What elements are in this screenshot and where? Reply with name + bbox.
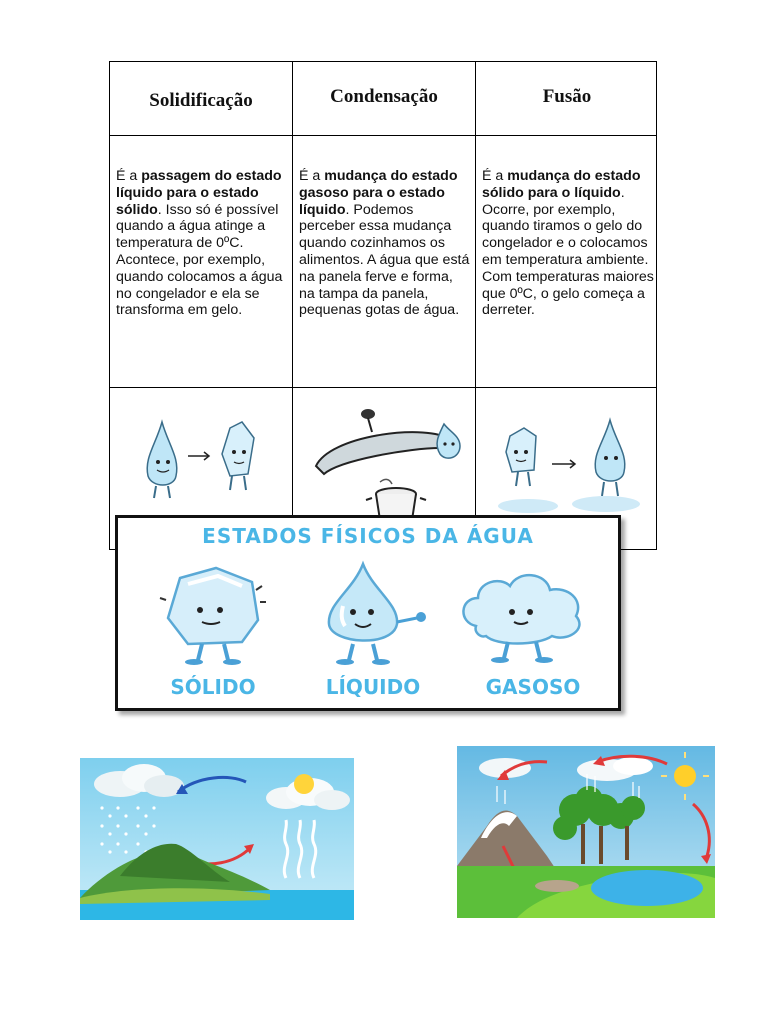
- definition-fusao: mudança do estado sólido para o líquido: [482, 168, 641, 201]
- description-fusao: É a mudança do estado sólido para o líquido. Ocorre, por exemplo, quando tiramos o gelo do congelador e o colocamos em temperatura ambiente. Com temperaturas maiores que 0ºC, o gelo começa a derreter.: [482, 168, 654, 319]
- description-solidificacao: É a passagem do estado líquido para o estado sólido. Isso só é possível quando a água atinge a temperatura de 0ºC. Acontece, por exemplo, quando colocamos a água no congelador e ela se transforma em gelo.: [116, 168, 283, 319]
- water-cycle-illustration-right: [457, 746, 715, 918]
- label-solido: SÓLIDO: [170, 675, 256, 699]
- header-fusao: Fusão: [542, 85, 592, 107]
- water-cycle-illustration-left: [80, 758, 354, 920]
- row-divider: [110, 387, 656, 388]
- liquid-drop-character-icon: [313, 560, 438, 670]
- header-solidificacao: Solidificação: [149, 89, 253, 111]
- definition-condensacao: mudança do estado gasoso para o estado líquido: [299, 168, 458, 218]
- gas-cloud-character-icon: [456, 560, 591, 670]
- definition-solidificacao: passagem do estado líquido para o estado sólido: [116, 168, 282, 218]
- solid-ice-character-icon: [158, 560, 268, 670]
- label-gasoso: GASOSO: [485, 675, 581, 699]
- water-states-poster: [115, 515, 621, 711]
- drop-to-ice-illustration: [130, 414, 275, 504]
- header-condensacao: Condensação: [330, 85, 438, 107]
- label-liquido: LÍQUIDO: [325, 675, 421, 699]
- ice-to-drop-illustration: [494, 414, 644, 524]
- description-condensacao: É a mudança do estado gasoso para o estado líquido. Podemos perceber essa mudança quando cozinhamos os alimentos. A água que está na panela ferve e forma, na tampa da panela, pequenas gotas de água.: [299, 168, 470, 319]
- states-table: [109, 61, 657, 550]
- poster-title: ESTADOS FÍSICOS DA ÁGUA: [202, 524, 534, 548]
